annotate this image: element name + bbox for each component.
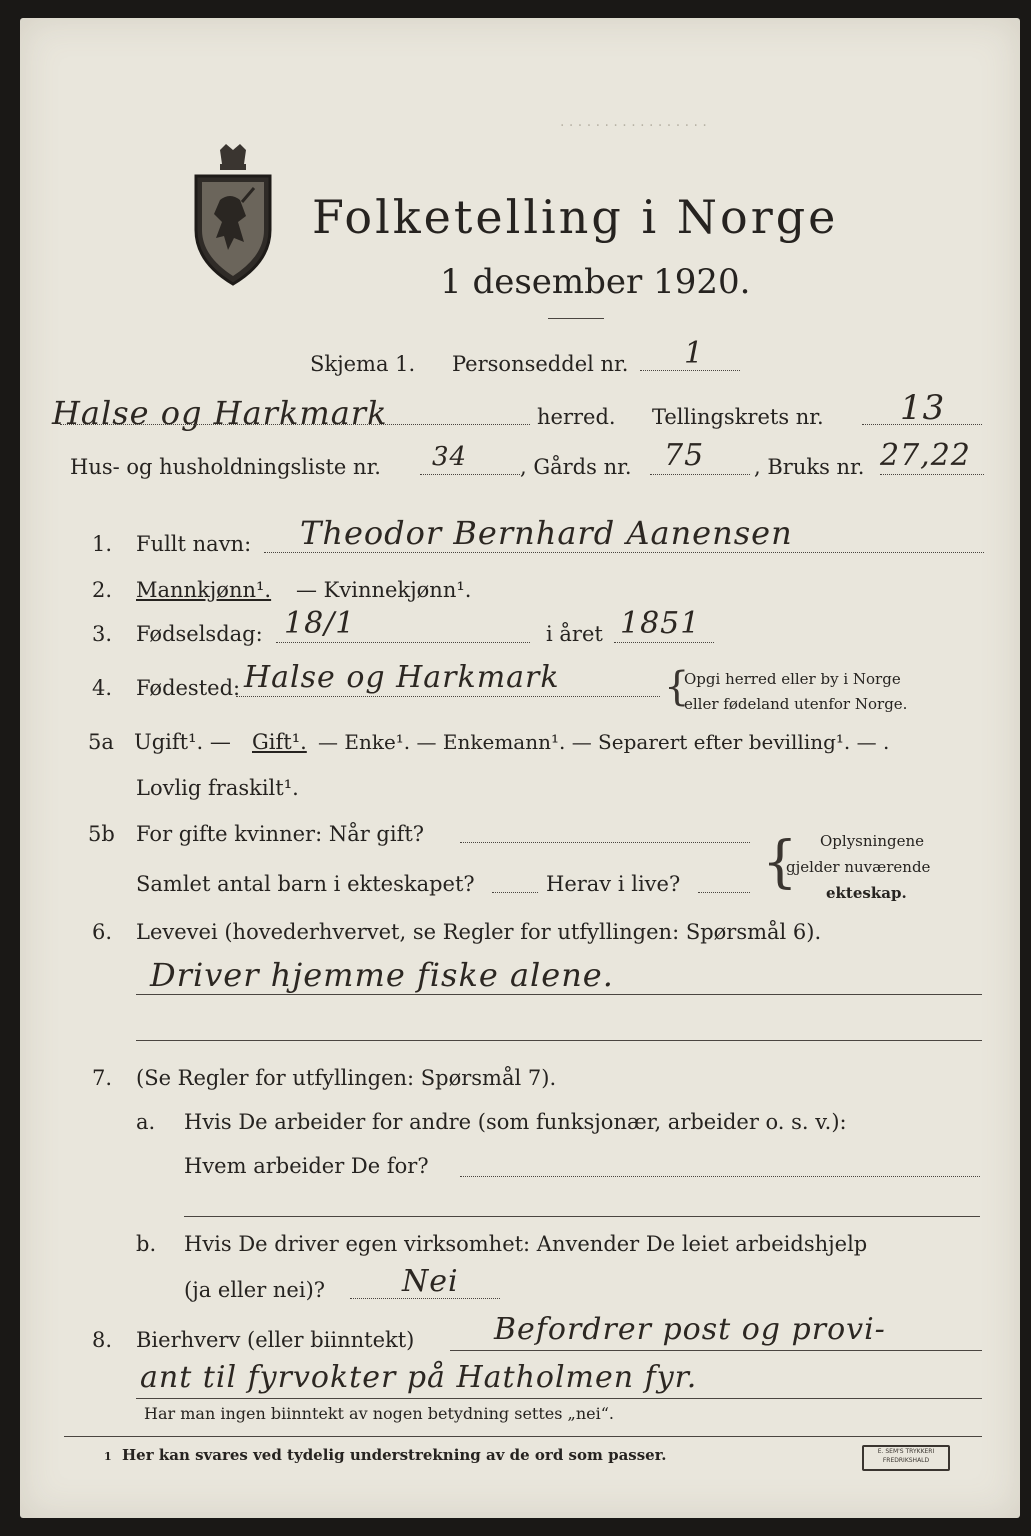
q5b-note-line3: ekteskap. bbox=[826, 884, 907, 902]
q8-label: Bierhverv (eller biinntekt) bbox=[136, 1328, 415, 1352]
status-other-options: — Enke¹. — Enkemann¹. — Separert efter bevilling¹. — . bbox=[318, 730, 890, 754]
q5b-number: 5b bbox=[88, 822, 115, 846]
children-alive-field[interactable] bbox=[698, 892, 750, 893]
q7b-label-line2: (ja eller nei)? bbox=[184, 1278, 326, 1302]
q1-label: Fullt navn: bbox=[136, 532, 252, 556]
q5b-note-line1: Oplysningene bbox=[820, 832, 925, 850]
personseddel-value[interactable]: 1 bbox=[684, 336, 705, 371]
q6-label: Levevei (hovederhvervet, se Regler for utfyllingen: Spørsmål 6). bbox=[136, 920, 822, 944]
footnote-mark: 1 bbox=[104, 1450, 112, 1463]
herred-label: herred. bbox=[537, 405, 616, 429]
personseddel-label: Personseddel nr. bbox=[452, 352, 629, 376]
status-ugift-option[interactable]: Ugift¹. — bbox=[134, 730, 231, 754]
gards-value[interactable]: 75 bbox=[664, 438, 705, 473]
birthplace-value[interactable]: Halse og Harkmark bbox=[244, 660, 560, 695]
q4-number: 4. bbox=[92, 676, 113, 700]
printer-stamp-line1: E. SEM'S TRYKKERI bbox=[877, 1448, 935, 1455]
q3-year-label: i året bbox=[546, 622, 603, 646]
q2-number: 2. bbox=[92, 578, 113, 602]
q7b-letter: b. bbox=[136, 1232, 157, 1256]
skjema-label: Skjema 1. bbox=[310, 352, 416, 376]
q4-label: Fødested: bbox=[136, 676, 241, 700]
title-divider bbox=[548, 318, 604, 319]
q7-label: (Se Regler for utfyllingen: Spørsmål 7). bbox=[136, 1066, 557, 1090]
footnote-text: Her kan svares ved tydelig understrekning av de ord som passer. bbox=[122, 1446, 667, 1464]
status-fraskilt-option[interactable]: Lovlig fraskilt¹. bbox=[136, 776, 299, 800]
printer-stamp bbox=[862, 1445, 950, 1471]
hired-help-value[interactable]: Nei bbox=[402, 1264, 459, 1299]
herred-value[interactable]: Halse og Harkmark bbox=[52, 394, 388, 432]
q3-label: Fødselsdag: bbox=[136, 622, 263, 646]
q4-note-line2: eller fødeland utenfor Norge. bbox=[684, 695, 908, 713]
secondary-income-value-line1[interactable]: Befordrer post og provi- bbox=[494, 1312, 886, 1347]
q5b-label-married: For gifte kvinner: Når gift? bbox=[136, 822, 425, 846]
bleed-through-text: · · · · · · · · · · · · · · · · · bbox=[560, 118, 707, 134]
q4-note-line1: Opgi herred eller by i Norge bbox=[684, 670, 901, 688]
birthday-value[interactable]: 18/1 bbox=[284, 606, 356, 641]
q5b-brace: { bbox=[762, 830, 798, 895]
q7a-label-line2: Hvem arbeider De for? bbox=[184, 1154, 429, 1178]
coat-of-arms-icon bbox=[190, 142, 276, 292]
printer-stamp-line2: FREDRIKSHALD bbox=[882, 1457, 930, 1464]
q5b-label-alive: Herav i live? bbox=[546, 872, 681, 896]
gards-label: , Gårds nr. bbox=[520, 455, 632, 479]
birth-year-value[interactable]: 1851 bbox=[620, 606, 701, 641]
tellingskrets-label: Tellingskrets nr. bbox=[652, 405, 824, 429]
q8-note: Har man ingen biinntekt av nogen betydning settes „nei“. bbox=[144, 1404, 614, 1423]
footnote-divider bbox=[64, 1436, 982, 1437]
q4-brace: { bbox=[664, 664, 690, 710]
q5a-number: 5a bbox=[88, 730, 114, 754]
children-count-field[interactable] bbox=[492, 892, 538, 893]
q1-number: 1. bbox=[92, 532, 113, 556]
q7a-letter: a. bbox=[136, 1110, 156, 1134]
status-gift-option[interactable]: Gift¹. bbox=[252, 730, 307, 754]
gender-male-option[interactable]: Mannkjønn¹. bbox=[136, 578, 272, 602]
q7b-label-line1: Hvis De driver egen virksomhet: Anvender De leiet arbeidshjelp bbox=[184, 1232, 868, 1256]
q3-number: 3. bbox=[92, 622, 113, 646]
bruks-label: , Bruks nr. bbox=[754, 455, 865, 479]
q7a-label-line1: Hvis De arbeider for andre (som funksjonær, arbeider o. s. v.): bbox=[184, 1110, 847, 1134]
q7-number: 7. bbox=[92, 1066, 113, 1090]
form-date: 1 desember 1920. bbox=[440, 262, 751, 302]
occupation-value[interactable]: Driver hjemme fiske alene. bbox=[150, 956, 614, 994]
employer-field[interactable] bbox=[460, 1176, 980, 1177]
gender-rest-options: — Kvinnekjønn¹. bbox=[296, 578, 472, 602]
tellingskrets-value[interactable]: 13 bbox=[900, 388, 946, 428]
full-name-value[interactable]: Theodor Bernhard Aanensen bbox=[300, 514, 793, 552]
husholdning-label: Hus- og husholdningsliste nr. bbox=[70, 455, 381, 479]
bruks-value[interactable]: 27,22 bbox=[880, 438, 971, 473]
q8-number: 8. bbox=[92, 1328, 113, 1352]
q6-number: 6. bbox=[92, 920, 113, 944]
form-title: Folketelling i Norge bbox=[312, 190, 839, 244]
q5b-note-line2: gjelder nuværende bbox=[786, 858, 931, 876]
q5b-label-children: Samlet antal barn i ekteskapet? bbox=[136, 872, 475, 896]
married-date-field[interactable] bbox=[460, 842, 750, 843]
secondary-income-value-line2[interactable]: ant til fyrvokter på Hatholmen fyr. bbox=[140, 1360, 698, 1395]
husholdning-value[interactable]: 34 bbox=[432, 442, 468, 472]
